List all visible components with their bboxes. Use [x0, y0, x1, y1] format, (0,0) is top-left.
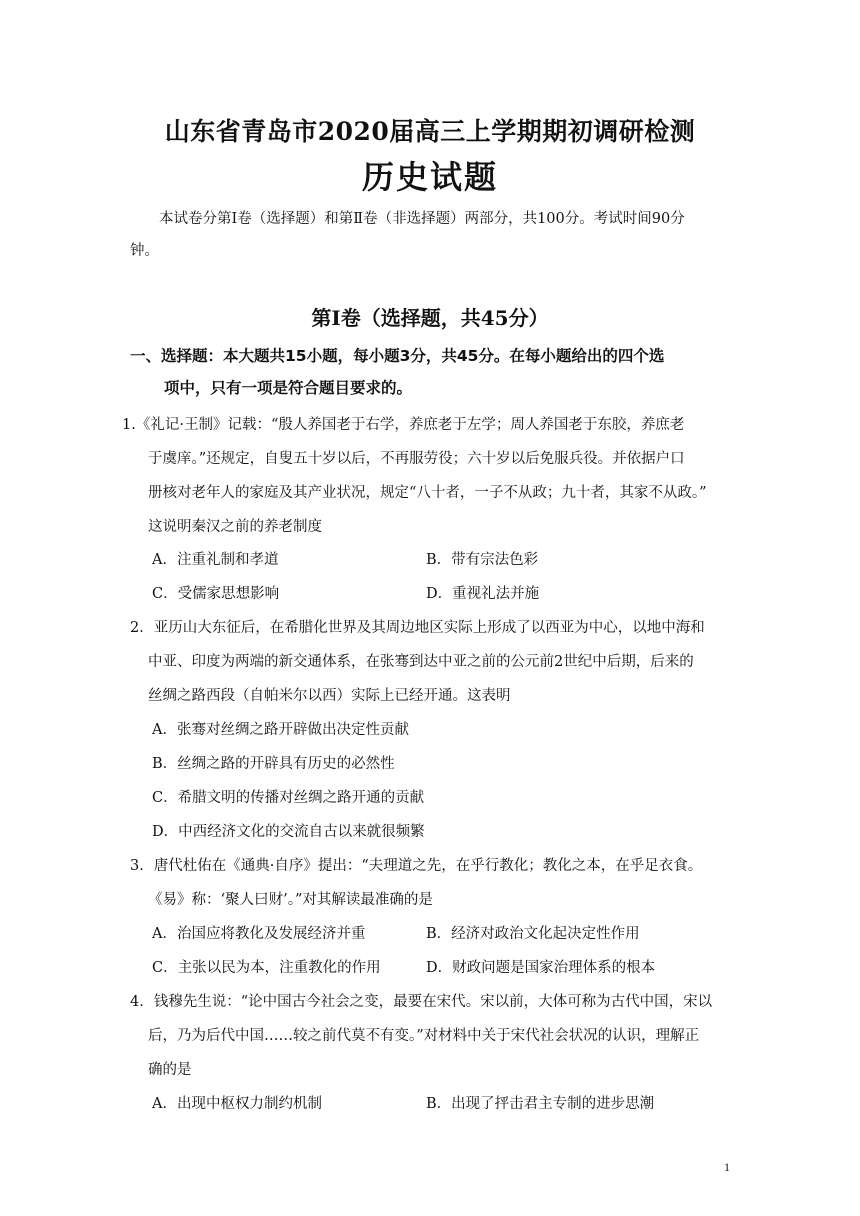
section-title: 第Ⅰ卷（选择题，共45分） [311, 306, 549, 330]
instruction-line-1: 一、选择题：本大题共15小题，每小题3分，共45分。在每小题给出的四个选 [130, 347, 665, 365]
instruction-line-2: 项中，只有一项是符合题目要求的。 [164, 379, 413, 397]
question-4-line-2: 后，乃为后代中国……较之前代莫不有变。”对材料中关于宋代社会状况的认识，理解正 [148, 1028, 700, 1044]
intro-line-1: 本试卷分第Ⅰ卷（选择题）和第Ⅱ卷（非选择题）两部分，共100分。考试时间90分 [159, 211, 685, 227]
question-3 [130, 849, 746, 917]
question-4-line-3: 确的是 [148, 1062, 192, 1078]
question-3-line-1: 3．唐代杜佑在《通典·自序》提出：“夫理道之先，在乎行教化；教化之本，在乎足衣食。 [130, 858, 703, 874]
question-2-option-d[interactable]: D．中西经济文化的交流自古以来就很频繁 [152, 824, 425, 840]
question-3-options [152, 917, 746, 985]
question-4 [130, 985, 746, 1087]
section-instruction [130, 340, 746, 404]
question-1 [122, 408, 746, 544]
question-3-option-b[interactable]: B．经济对政治文化起决定性作用 [426, 926, 640, 942]
question-1-options [152, 543, 746, 611]
question-1-line-4: 这说明秦汉之前的养老制度 [148, 519, 322, 535]
question-4-option-b[interactable]: B．出现了抨击君主专制的进步思潮 [426, 1096, 655, 1112]
question-2-line-3: 丝绸之路西段（自帕米尔以西）实际上已经开通。这表明 [148, 688, 511, 704]
question-2-option-b[interactable]: B．丝绸之路的开辟具有历史的必然性 [152, 756, 395, 772]
question-1-line-3: 册核对老年人的家庭及其产业状况，规定“八十者，一子不从政；九十者，其家不从政。” [148, 485, 707, 501]
question-2-line-2: 中亚、印度为两端的新交通体系，在张骞到达中亚之前的公元前2世纪中后期，后来的 [148, 654, 694, 670]
question-4-line-1: 4．钱穆先生说：“论中国古今社会之变，最要在宋代。宋以前，大体可称为古代中国，宋以 [130, 994, 713, 1010]
question-2-line-1: 2．亚历山大东征后，在希腊化世界及其周边地区实际上形成了以西亚为中心，以地中海和 [130, 620, 705, 636]
question-3-line-2: 《易》称：‘聚人曰财’。”对其解读最准确的是 [148, 892, 433, 908]
question-2-option-c[interactable]: C．希腊文明的传播对丝绸之路开通的贡献 [152, 790, 425, 806]
question-1-option-a[interactable]: A．注重礼制和孝道 [152, 552, 279, 568]
exam-subtitle: 历史试题 [361, 158, 498, 196]
question-2-option-a[interactable]: A．张骞对丝绸之路开辟做出决定性贡献 [152, 722, 409, 738]
question-4-options [152, 1087, 746, 1121]
question-1-option-d[interactable]: D．重视礼法并施 [426, 586, 540, 602]
question-1-option-c[interactable]: C．受儒家思想影响 [152, 586, 280, 602]
intro-line-2: 钟。 [130, 243, 159, 259]
page-number: 1 [724, 1160, 730, 1174]
question-3-option-d[interactable]: D．财政问题是国家治理体系的根本 [426, 960, 656, 976]
question-1-line-1: 1.《礼记·王制》记载：“殷人养国老于右学，养庶老于左学；周人养国老于东胶，养庶老 [122, 417, 685, 433]
question-3-option-c[interactable]: C．主张以民为本，注重教化的作用 [152, 960, 381, 976]
intro-paragraph [130, 203, 742, 267]
exam-title: 山东省青岛市2020届高三上学期期初调研检测 [164, 117, 696, 146]
question-2 [130, 611, 746, 713]
question-1-option-b[interactable]: B．带有宗法色彩 [426, 552, 539, 568]
question-3-option-a[interactable]: A．治国应将教化及发展经济并重 [152, 926, 366, 942]
question-4-option-a[interactable]: A．出现中枢权力制约机制 [152, 1096, 322, 1112]
question-2-options [152, 713, 746, 849]
question-1-line-2: 于虞庠。”还规定，自叟五十岁以后，不再服劳役；六十岁以后免服兵役。并依据户口 [148, 451, 685, 467]
